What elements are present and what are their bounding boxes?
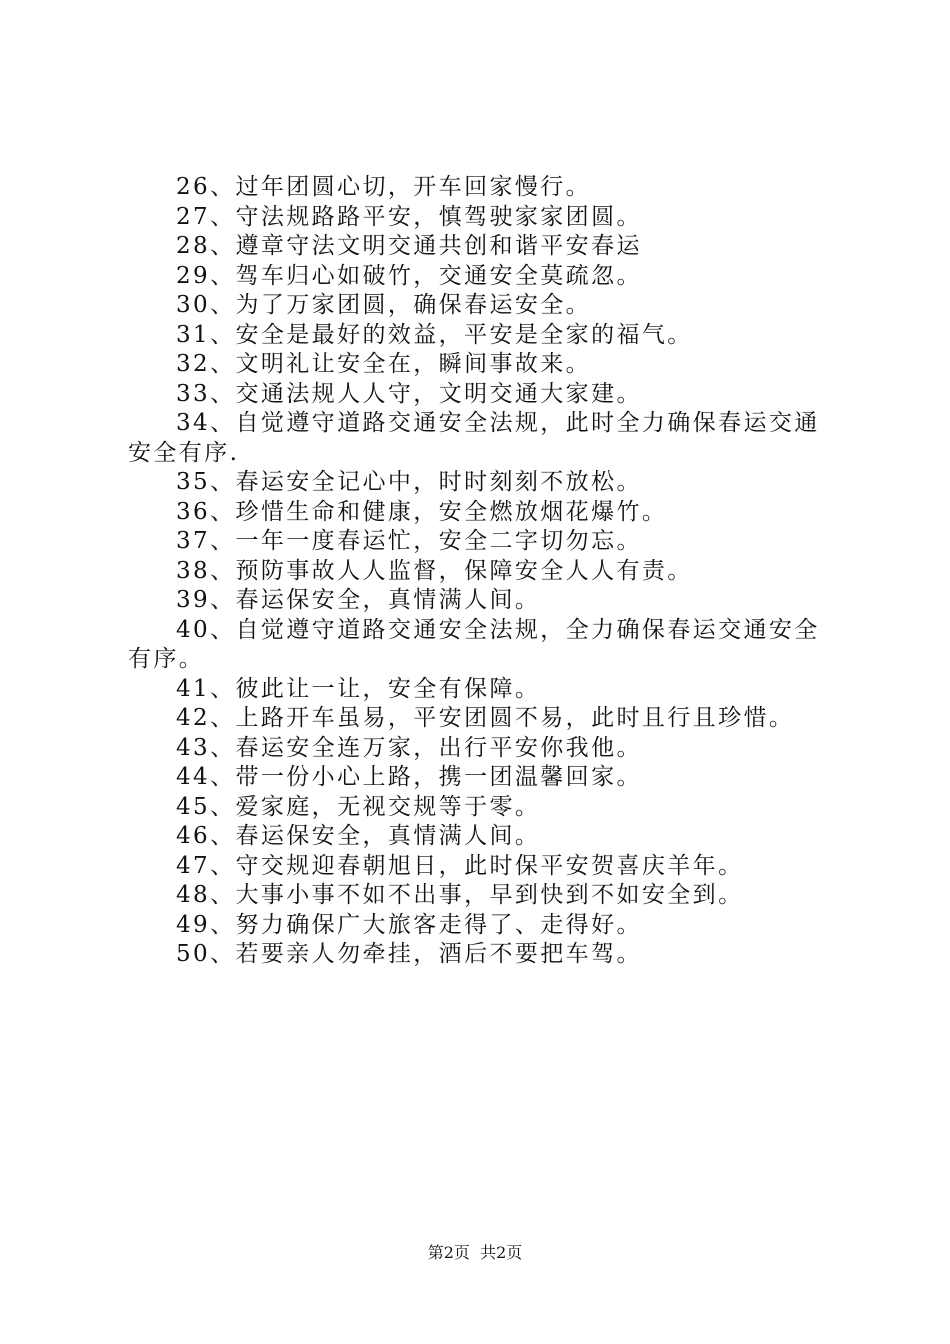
page-footer: [0, 1243, 950, 1263]
slogan-list: [128, 173, 838, 970]
list-item: 35、春运安全记心中，时时刻刻不放松。: [176, 469, 642, 495]
list-item: 31、安全是最好的效益，平安是全家的福气。: [176, 321, 693, 348]
list-item: 32、文明礼让安全在，瞬间事故来。: [176, 351, 592, 377]
list-item: 43、春运安全连万家，出行平安你我他。: [176, 734, 642, 761]
list-item: 48、大事小事不如不出事，早到快到不如安全到。: [176, 882, 744, 908]
list-item: 34、自觉遵守道路交通安全法规，此时全力确保春运交通安全有序.: [128, 410, 820, 466]
list-item: 45、爱家庭，无视交规等于零。: [176, 793, 541, 820]
list-item: 39、春运保安全，真情满人间。: [176, 587, 541, 613]
list-item: 40、自觉遵守道路交通安全法规，全力确保春运交通安全有序。: [128, 616, 820, 672]
list-item: 47、守交规迎春朝旭日，此时保平安贺喜庆羊年。: [176, 852, 744, 879]
page-number-label: 第2页 共2页: [427, 1243, 523, 1262]
list-item: 27、守法规路路平安，慎驾驶家家团圆。: [176, 203, 642, 230]
list-item: 49、努力确保广大旅客走得了、走得好。: [176, 911, 642, 938]
list-item: 30、为了万家团圆，确保春运安全。: [176, 292, 592, 318]
list-item: 42、上路开车虽易，平安团圆不易，此时且行且珍惜。: [176, 705, 795, 731]
list-item: 46、春运保安全，真情满人间。: [176, 823, 541, 849]
list-item: 50、若要亲人勿牵挂，酒后不要把车驾。: [176, 941, 642, 967]
list-item: 44、带一份小心上路，携一团温馨回家。: [176, 764, 642, 790]
list-item: 29、驾车归心如破竹，交通安全莫疏忽。: [176, 262, 642, 289]
list-item: 37、一年一度春运忙，安全二字切勿忘。: [176, 528, 642, 554]
list-item: 33、交通法规人人守，文明交通大家建。: [176, 380, 642, 407]
list-item: 36、珍惜生命和健康，安全燃放烟花爆竹。: [176, 498, 668, 525]
list-item: 26、过年团圆心切，开车回家慢行。: [176, 174, 592, 200]
list-item: 28、遵章守法文明交通共创和谐平安春运: [176, 233, 642, 259]
list-item: 38、预防事故人人监督，保障安全人人有责。: [176, 557, 693, 584]
list-item: 41、彼此让一让，安全有保障。: [176, 675, 541, 702]
